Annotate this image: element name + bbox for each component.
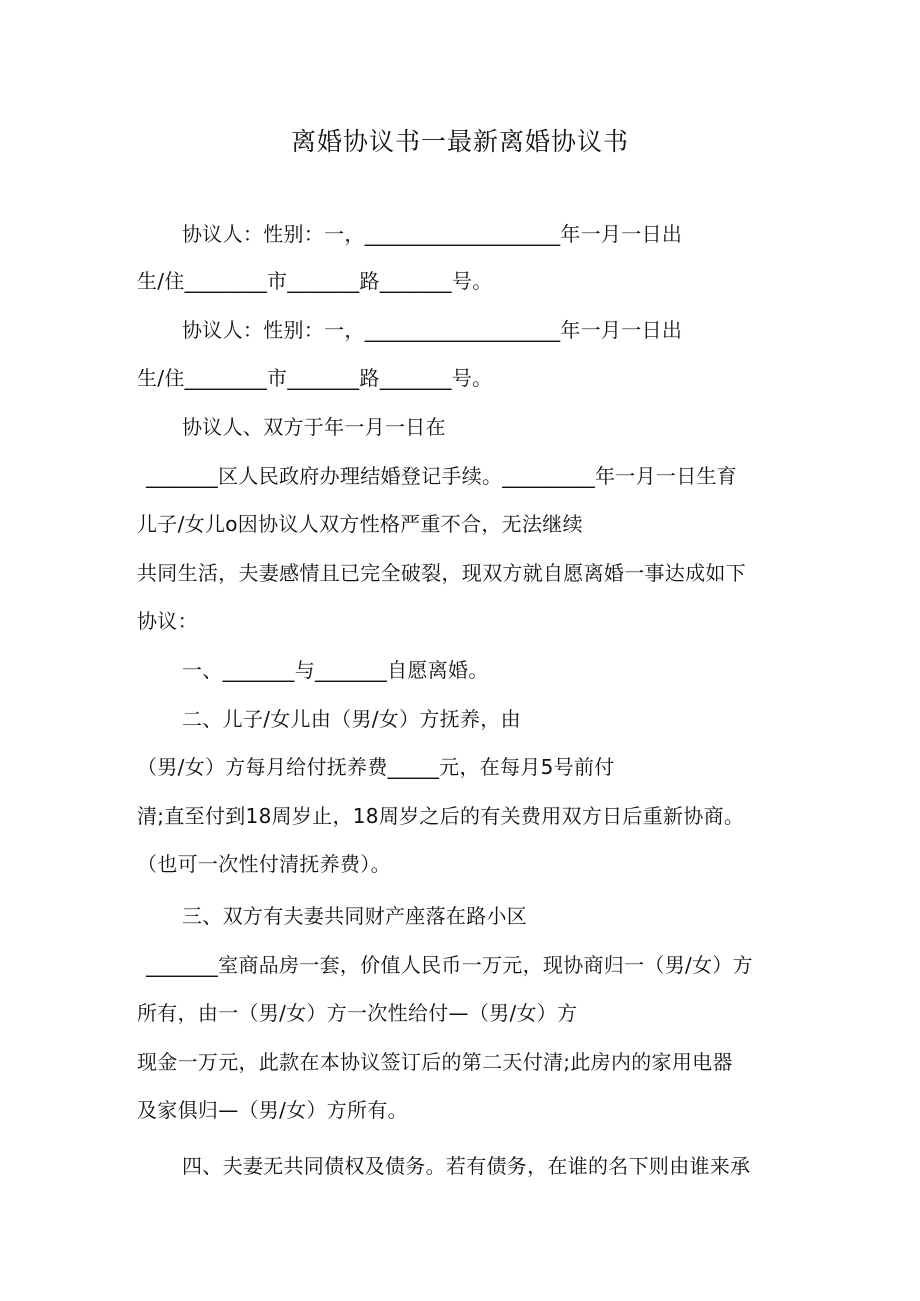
paragraph-line-15: 三、双方有夫妻共同财产座落在路小区 <box>182 904 528 928</box>
paragraph-line-8: 共同生活，夫妻感情且已完全破裂，现双方就自愿离婚一事达成如下 <box>137 561 746 585</box>
paragraph-line-17: 所有，由一（男/女）方一次性给付—（男/女）方 <box>137 1001 578 1025</box>
paragraph-line-19: 及家俱归—（男/女）方所有。 <box>137 1098 408 1122</box>
paragraph-line-2: 生/住________市_______路_______号。 <box>137 269 493 293</box>
paragraph-line-20: 四、夫妻无共同债权及债务。若有债务，在谁的名下则由谁来承 <box>182 1154 751 1178</box>
paragraph-line-4: 生/住________市_______路_______号。 <box>137 366 493 390</box>
paragraph-line-10: 一、_______与_______自愿离婚。 <box>182 658 489 682</box>
paragraph-line-5: 协议人、双方于年一月一日在 <box>182 415 446 439</box>
paragraph-line-18: 现金一万元，此款在本协议签订后的第二天付清;此房内的家用电器 <box>137 1050 733 1074</box>
paragraph-line-16: _______室商品房一套，价值人民币一万元，现协商归一（男/女）方 <box>146 953 753 977</box>
paragraph-line-12: （男/女）方每月给付抚养费_____元，在每月5号前付 <box>137 755 615 779</box>
paragraph-line-9: 协议： <box>137 609 198 633</box>
document-title: 离婚协议书一最新离婚协议书 <box>290 127 629 156</box>
paragraph-line-11: 二、儿子/女儿由（男/女）方抚养，由 <box>182 707 521 731</box>
paragraph-line-3: 协议人：性别：一，___________________年一月一日出 <box>182 318 683 342</box>
paragraph-line-1: 协议人：性别：一，___________________年一月一日出 <box>182 222 683 246</box>
paragraph-line-13: 清;直至付到18周岁止，18周岁之后的有关费用双方日后重新协商。 <box>137 804 745 828</box>
paragraph-line-6: _______区人民政府办理结婚登记手续。_________年一月一日生育 <box>146 464 738 488</box>
paragraph-line-14: （也可一次性付清抚养费）。 <box>137 852 391 876</box>
paragraph-line-7: 儿子/女儿o因协议人双方性格严重不合，无法继续 <box>137 512 583 536</box>
